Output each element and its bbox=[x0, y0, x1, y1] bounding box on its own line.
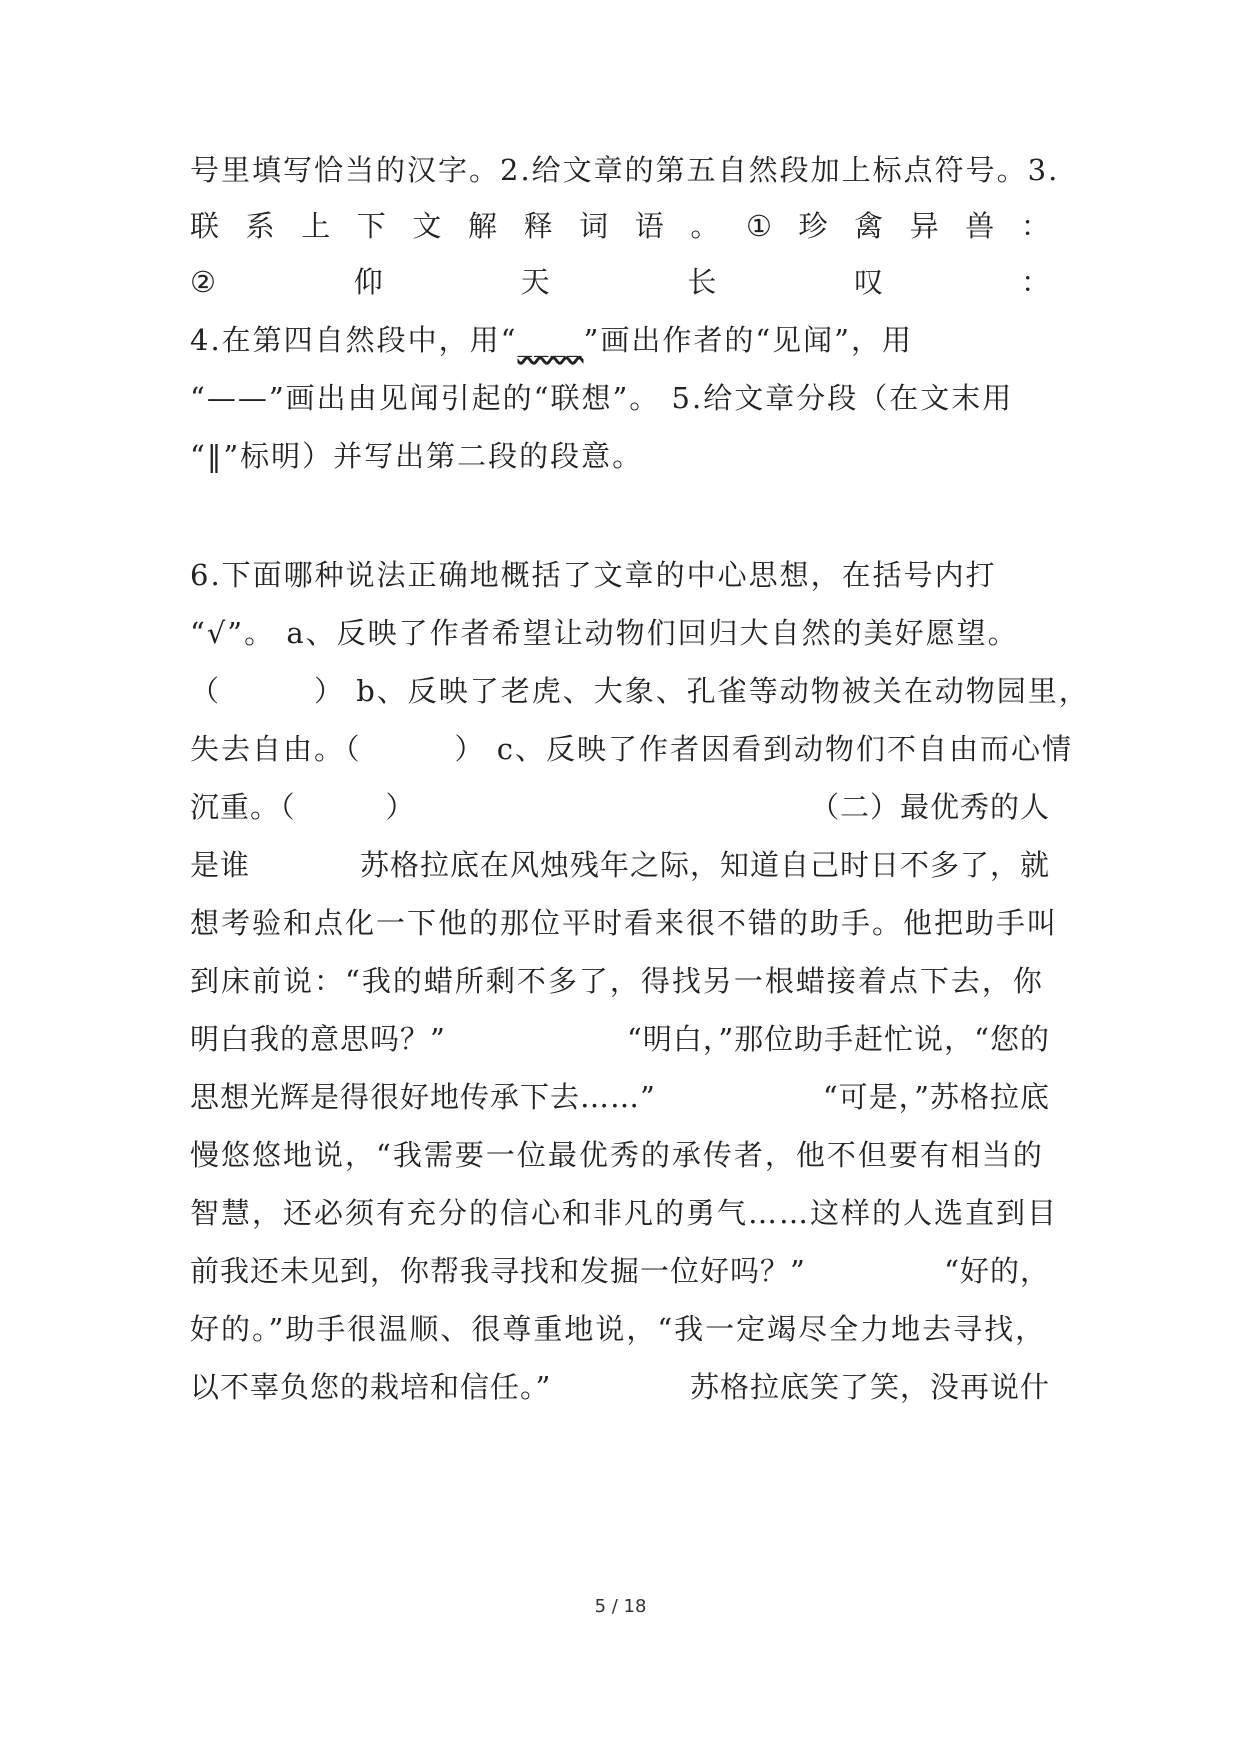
text-char: 珍 bbox=[798, 209, 828, 243]
text-char: ① bbox=[745, 209, 772, 243]
text-char: 解 bbox=[467, 209, 497, 243]
wavy-line-sample: ____ bbox=[517, 323, 584, 357]
text-segment: 是谁 bbox=[190, 848, 251, 882]
text-char: 。 bbox=[690, 209, 720, 243]
text-line-8: “√”。 a、反映了作者希望让动物们回归大自然的美好愿望。 bbox=[190, 616, 1019, 650]
text-segment: 苏格拉底在风烛残年之际，知道自己时日不多了，就 bbox=[359, 848, 1050, 882]
text-segment: 明白我的意思吗？” bbox=[190, 1022, 446, 1056]
text-char: 联 bbox=[190, 209, 220, 243]
text-line-19 bbox=[190, 1251, 1050, 1291]
text-line-17: 慢悠悠地说，“我需要一位最优秀的承传者，他不但要有相当的 bbox=[190, 1138, 1044, 1172]
text-char: 词 bbox=[579, 209, 609, 243]
text-line-3 bbox=[190, 262, 1050, 302]
text-segment: 以不辜负您的栽培和信任。” bbox=[190, 1370, 552, 1404]
text-segment: “好的， bbox=[944, 1254, 1050, 1288]
text-char: 天 bbox=[520, 265, 550, 299]
text-char: 语 bbox=[634, 209, 664, 243]
text-char: 仰 bbox=[353, 265, 383, 299]
text-segment: “可是，”苏格拉底 bbox=[822, 1080, 1050, 1114]
text-line-12 bbox=[190, 845, 1050, 885]
text-line-18: 智慧，还必须有充分的信心和非凡的勇气……这样的人选直到目 bbox=[190, 1196, 1059, 1230]
page-number: 5 / 18 bbox=[594, 1596, 647, 1617]
text-line-10: 失去自由。（ ） c、反映了作者因看到动物们不自由而心情 bbox=[190, 732, 1073, 766]
text-segment: ”画出作者的“见闻”，用 bbox=[583, 323, 913, 357]
text-line-6: “‖”标明）并写出第二段的段意。 bbox=[190, 439, 644, 473]
text-char: 叹 bbox=[854, 265, 884, 299]
text-line-4 bbox=[190, 320, 1050, 360]
text-line-11 bbox=[190, 787, 1050, 827]
text-segment: 4.在第四自然段中，用“ bbox=[190, 323, 518, 357]
section-heading: （二）最优秀的人 bbox=[809, 790, 1050, 824]
text-line-16 bbox=[190, 1077, 1050, 1117]
text-char: 兽 bbox=[965, 209, 995, 243]
text-char: ： bbox=[1020, 265, 1050, 299]
text-char: 释 bbox=[523, 209, 553, 243]
text-line-21 bbox=[190, 1367, 1050, 1407]
text-char: 系 bbox=[245, 209, 275, 243]
text-segment: “明白，”那位助手赶忙说，“您的 bbox=[627, 1022, 1050, 1056]
text-line-2 bbox=[190, 206, 1050, 246]
text-char: ： bbox=[1020, 209, 1050, 243]
text-line-5: “——”画出由见闻引起的“联想”。 5.给文章分段（在文末用 bbox=[190, 381, 1014, 415]
text-line-15 bbox=[190, 1019, 1050, 1059]
text-char: 下 bbox=[356, 209, 386, 243]
text-line-14: 到床前说：“我的蜡所剩不多了，得找另一根蜡接着点下去，你 bbox=[190, 964, 1044, 998]
text-char: 上 bbox=[301, 209, 331, 243]
text-segment: 思想光辉是得很好地传承下去……” bbox=[190, 1080, 656, 1114]
text-line-20: 好的。”助手很温顺、很尊重地说，“我一定竭尽全力地去寻找， bbox=[190, 1312, 1047, 1346]
text-char: ② bbox=[190, 265, 216, 299]
text-line-9: （ ） b、反映了老虎、大象、孔雀等动物被关在动物园里， bbox=[190, 674, 1090, 708]
text-char: 长 bbox=[687, 265, 717, 299]
text-segment: 前我还未见到，你帮我寻找和发掘一位好吗？” bbox=[190, 1254, 806, 1288]
text-char: 禽 bbox=[854, 209, 884, 243]
text-line-7: 6.下面哪种说法正确地概括了文章的中心思想，在括号内打 bbox=[190, 558, 997, 592]
text-segment: 沉重。（ ） bbox=[190, 790, 416, 824]
text-line-13: 想考验和点化一下他的那位平时看来很不错的助手。他把助手叫 bbox=[190, 906, 1059, 940]
text-char: 异 bbox=[909, 209, 939, 243]
text-line-1: 号里填写恰当的汉字。2.给文章的第五自然段加上标点符号。3. bbox=[190, 153, 1060, 187]
text-segment: 苏格拉底笑了笑，没再说什 bbox=[689, 1370, 1050, 1404]
text-char: 文 bbox=[412, 209, 442, 243]
